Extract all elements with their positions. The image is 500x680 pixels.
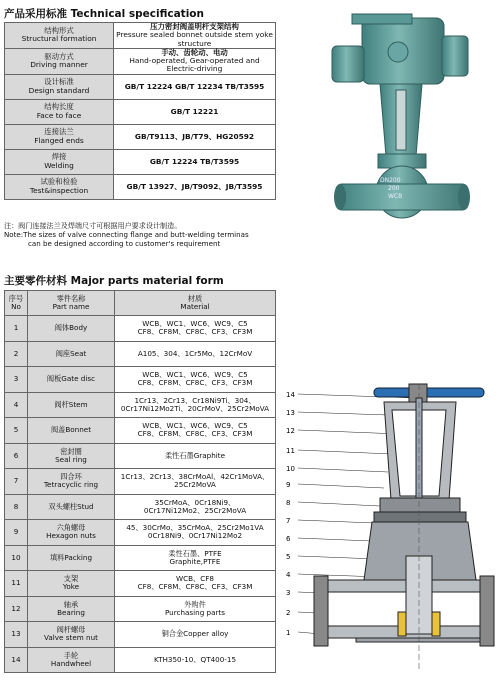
valve-mark-3: WCB xyxy=(388,193,403,200)
spec-value xyxy=(114,174,276,199)
spec-row xyxy=(5,74,276,99)
callout-1: 1 xyxy=(286,629,291,637)
part-no: 3 xyxy=(5,367,28,393)
part-material: 柔性石墨、PTFE Graphite,PTFE xyxy=(115,545,276,571)
callout-line-8 xyxy=(298,502,380,506)
spec-row xyxy=(5,124,276,149)
spec-row xyxy=(5,149,276,174)
callout-line-9 xyxy=(298,484,384,488)
part-name: 密封圈 Seal ring xyxy=(28,443,115,469)
part-material: 柔性石墨Graphite xyxy=(115,443,276,469)
callout-12: 12 xyxy=(286,427,295,435)
valve-mark-1: DN200 xyxy=(380,177,401,184)
material-row xyxy=(5,647,276,673)
part-name: 阀盖Bonnet xyxy=(28,418,115,444)
part-material: 1Cr13、2Cr13、Cr18Ni9Ti、304、 0Cr17Ni12Mo2Ti、20CrMoV、25Cr2MoVA xyxy=(115,392,276,418)
part-material: 1Cr13、2Cr13、38CrMoAl、42Cr1MoVA、25Cr2MoVA xyxy=(115,469,276,495)
part-material: WCB、WC1、WC6、WC9、C5 CF8、CF8M、CF8C、CF3、CF3M xyxy=(115,316,276,342)
callout-2: 2 xyxy=(286,609,291,617)
callout-9: 9 xyxy=(286,481,291,489)
part-material: 铜合金Copper alloy xyxy=(115,622,276,648)
spec-value-en: GB/T 12221 xyxy=(170,106,219,116)
part-no: 11 xyxy=(5,571,28,597)
part-no: 5 xyxy=(5,418,28,444)
spec-table xyxy=(4,22,276,200)
spec-label-en: Structural formation xyxy=(21,34,97,44)
material-row xyxy=(5,443,276,469)
callout-13: 13 xyxy=(286,409,295,417)
part-name: 填料Packing xyxy=(28,545,115,571)
part-no: 10 xyxy=(5,545,28,571)
material-row xyxy=(5,571,276,597)
note-en-2: can be designed according to customer's requirement xyxy=(28,238,221,248)
spec-note xyxy=(4,222,249,249)
part-material: KTH350-10、QT400-15 xyxy=(115,647,276,673)
spec-label xyxy=(5,23,114,49)
part-no: 12 xyxy=(5,596,28,622)
callout-6: 6 xyxy=(286,535,291,543)
part-no: 9 xyxy=(5,520,28,546)
spec-value-en: GB/T 13927、JB/T9092、JB/T3595 xyxy=(126,181,263,191)
spec-label-en: Test&inspection xyxy=(29,185,89,195)
spec-label-en: Driving manner xyxy=(30,60,88,70)
part-name: 阀座Seat xyxy=(28,341,115,367)
spec-label xyxy=(5,149,114,174)
spec-label xyxy=(5,124,114,149)
part-material: A105、304、1Cr5Mo、12CrMoV xyxy=(115,341,276,367)
spec-label-en: Flanged ends xyxy=(34,135,84,145)
material-row xyxy=(5,341,276,367)
material-header-row xyxy=(5,291,276,316)
spec-value-en: Hand-operated, Gear-operated and Electric-driving xyxy=(129,56,260,74)
material-row xyxy=(5,545,276,571)
material-row xyxy=(5,622,276,648)
spec-label xyxy=(5,74,114,99)
part-no: 14 xyxy=(5,647,28,673)
spec-value xyxy=(114,124,276,149)
part-name: 阀杆螺母 Valve stem nut xyxy=(28,622,115,648)
callout-4: 4 xyxy=(286,571,291,579)
callout-line-12 xyxy=(298,430,400,434)
part-name: 四合环 Tetracyclic ring xyxy=(28,469,115,495)
note-cn: 注：阀门连接法兰及焊端尺寸可根据用户要求设计制造。 xyxy=(4,221,182,230)
callout-8: 8 xyxy=(286,499,291,507)
spec-label-cn: 结构形式 xyxy=(44,26,74,36)
spec-row xyxy=(5,48,276,74)
spec-value-en: GB/T 12224 GB/T 12234 TB/T3595 xyxy=(124,81,265,91)
valve-photo xyxy=(322,6,482,224)
part-no: 6 xyxy=(5,443,28,469)
note-en-1: Note:The sizes of valve connecting flange and butt-welding terminas xyxy=(4,229,249,239)
part-no: 7 xyxy=(5,469,28,495)
part-no: 13 xyxy=(5,622,28,648)
part-material: 45、30CrMo、35CrMoA、25Cr2Mo1VA 0Cr18Ni9、0Cr17Ni12Mo2 xyxy=(115,520,276,546)
spec-label-cn: 设计标准 xyxy=(44,77,74,87)
spec-value-cn: 压力密封阀盖明杆支架结构 xyxy=(150,22,239,31)
part-material: WCB、WC1、WC6、WC9、C5 CF8、CF8M、CF8C、CF3、CF3M xyxy=(115,418,276,444)
spec-label-cn: 试验和检验 xyxy=(40,177,78,187)
material-row xyxy=(5,596,276,622)
callout-11: 11 xyxy=(286,447,295,455)
callout-line-11 xyxy=(298,450,392,454)
material-row xyxy=(5,392,276,418)
part-no: 2 xyxy=(5,341,28,367)
part-name: 支架 Yoke xyxy=(28,571,115,597)
part-name: 阀体Body xyxy=(28,316,115,342)
callout-line-10 xyxy=(298,468,388,472)
col-no: 序号 No xyxy=(5,291,28,316)
callout-10: 10 xyxy=(286,465,295,473)
material-row xyxy=(5,494,276,520)
part-no: 1 xyxy=(5,316,28,342)
callout-14: 14 xyxy=(286,391,295,399)
spec-value xyxy=(114,74,276,99)
spec-value-en: GB/T 12224 TB/T3595 xyxy=(149,156,240,166)
material-row xyxy=(5,316,276,342)
material-row xyxy=(5,418,276,444)
spec-label-cn: 驱动方式 xyxy=(44,51,74,61)
spec-label xyxy=(5,99,114,124)
part-name: 阀板Gate disc xyxy=(28,367,115,393)
material-title: 主要零件材料 Major parts material form xyxy=(4,275,224,287)
part-no: 8 xyxy=(5,494,28,520)
spec-label xyxy=(5,48,114,74)
callout-3: 3 xyxy=(286,589,291,597)
spec-value-cn: 手动、齿轮动、电动 xyxy=(161,47,228,57)
spec-value xyxy=(114,48,276,74)
part-name: 阀杆Stem xyxy=(28,392,115,418)
spec-label-en: Design standard xyxy=(28,85,90,95)
spec-value xyxy=(114,149,276,174)
spec-row xyxy=(5,174,276,199)
col-part-name: 零件名称 Part name xyxy=(28,291,115,316)
part-material: 35CrMoA、0Cr18Ni9、 0Cr17Ni12Mo2、25Cr2MoVA xyxy=(115,494,276,520)
part-material: WCB、CF8 CF8、CF8M、CF8C、CF3、CF3M xyxy=(115,571,276,597)
spec-label xyxy=(5,174,114,199)
spec-label-cn: 连接法兰 xyxy=(44,127,74,137)
part-material: 外购件 Purchasing parts xyxy=(115,596,276,622)
material-table xyxy=(4,290,276,673)
part-name: 六角螺母 Hexagon nuts xyxy=(28,520,115,546)
part-material: WCB、WC1、WC6、WC9、C5 CF8、CF8M、CF8C、CF3、CF3M xyxy=(115,367,276,393)
spec-label-en: Welding xyxy=(44,160,74,170)
spec-value xyxy=(114,23,276,49)
col-material: 材质 Material xyxy=(115,291,276,316)
spec-label-cn: 结构长度 xyxy=(44,102,74,112)
spec-label-cn: 焊接 xyxy=(51,152,67,162)
valve-section-drawing xyxy=(284,380,498,676)
spec-value-en: Pressure sealed bonnet outside stem yoke structure xyxy=(116,30,273,48)
spec-row xyxy=(5,99,276,124)
handwheel xyxy=(374,388,484,397)
material-row xyxy=(5,520,276,546)
part-name: 轴承 Bearing xyxy=(28,596,115,622)
material-row xyxy=(5,367,276,393)
callout-5: 5 xyxy=(286,553,291,561)
valve-mark-2: 200 xyxy=(388,185,400,192)
part-no: 4 xyxy=(5,392,28,418)
spec-label-en: Face to face xyxy=(36,110,82,120)
spec-value xyxy=(114,99,276,124)
spec-title: 产品采用标准 Technical specification xyxy=(4,8,204,20)
part-name: 手轮 Handwheel xyxy=(28,647,115,673)
spec-row xyxy=(5,23,276,49)
callout-7: 7 xyxy=(286,517,291,525)
part-name: 双头螺柱Stud xyxy=(28,494,115,520)
spec-value-en: GB/T9113、JB/T79、HG20592 xyxy=(134,131,255,141)
material-row xyxy=(5,469,276,495)
